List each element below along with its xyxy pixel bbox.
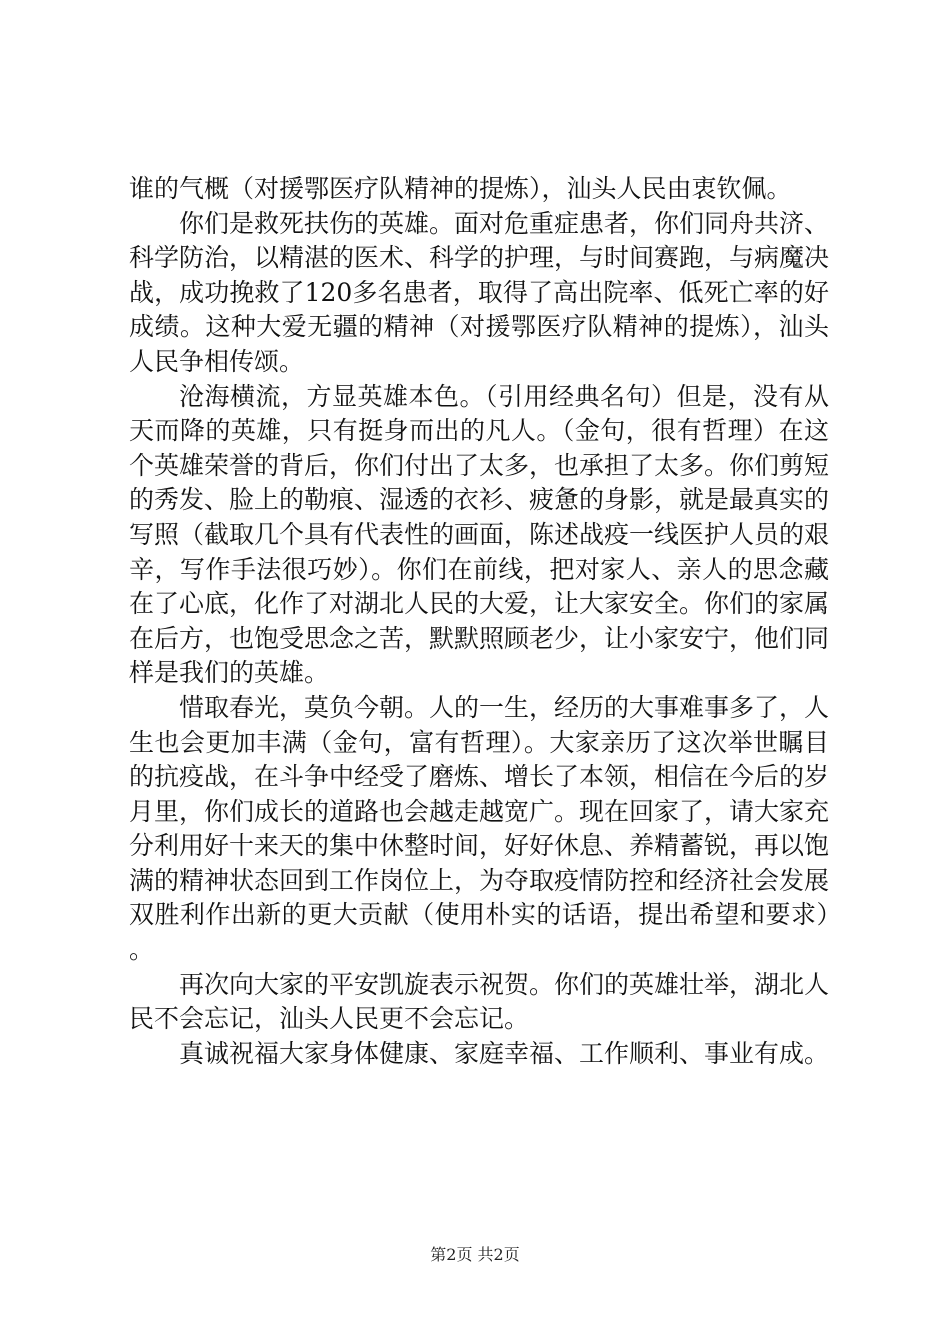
- paragraph-congratulations: 再次向大家的平安凯旋表示祝贺。你们的英雄壮举，湖北人民不会忘记，汕头人民更不会忘记。: [129, 969, 830, 1034]
- document-body: [129, 172, 829, 1071]
- paragraph-true-heroes: 沧海横流，方显英雄本色。（引用经典名句）但是，没有从天而降的英雄，只有挺身而出的凡人。（金句，很有哲理）在这个英雄荣誉的背后，你们付出了太多，也承担了太多。你们剪短的秀发、脸上的勒痕、湿透的衣衫、疲惫的身影，就是最真实的写照（截取几个具有代表性的画面，陈述战疫一线医护人员的艰辛，写作手法很巧妙）。你们在前线，把对家人、亲人的思念藏在了心底，化作了对湖北人民的大爱，让大家安全。你们的家属在后方，也饱受思念之苦，默默照顾老少，让小家安宁，他们同样是我们的英雄。: [129, 381, 830, 688]
- paragraph-blessing: 真诚祝福大家身体健康、家庭幸福、工作顺利、事业有成。: [179, 1038, 830, 1068]
- paragraph-heroes-saving-lives: 你们是救死扶伤的英雄。面对危重症患者，你们同舟共济、科学防治，以精湛的医术、科学的护理，与时间赛跑，与病魔决战，成功挽救了120多名患者，取得了高出院率、低死亡率的好成绩。这种大爱无疆的精神（对援鄂医疗队精神的提炼），汕头人民争相传颂。: [129, 208, 830, 376]
- paragraph-cherish-spring: 惜取春光，莫负今朝。人的一生，经历的大事难事多了，人生也会更加丰满（金句，富有哲理）。大家亲历了这次举世瞩目的抗疫战，在斗争中经受了磨炼、增长了本领，相信在今后的岁月里，你们成长的道路也会越走越宽广。现在回家了，请大家充分利用好十来天的集中休整时间，好好休息、养精蓄锐，再以饱满的精神状态回到工作岗位上，为夺取疫情防控和经济社会发展双胜利作出新的更大贡献（使用朴实的话语，提出希望和要求）。: [129, 692, 830, 965]
- paragraph-continued: 谁的气概（对援鄂医疗队精神的提炼），汕头人民由衷钦佩。: [129, 174, 792, 203]
- page-number-footer: 第2页 共2页: [430, 1245, 520, 1264]
